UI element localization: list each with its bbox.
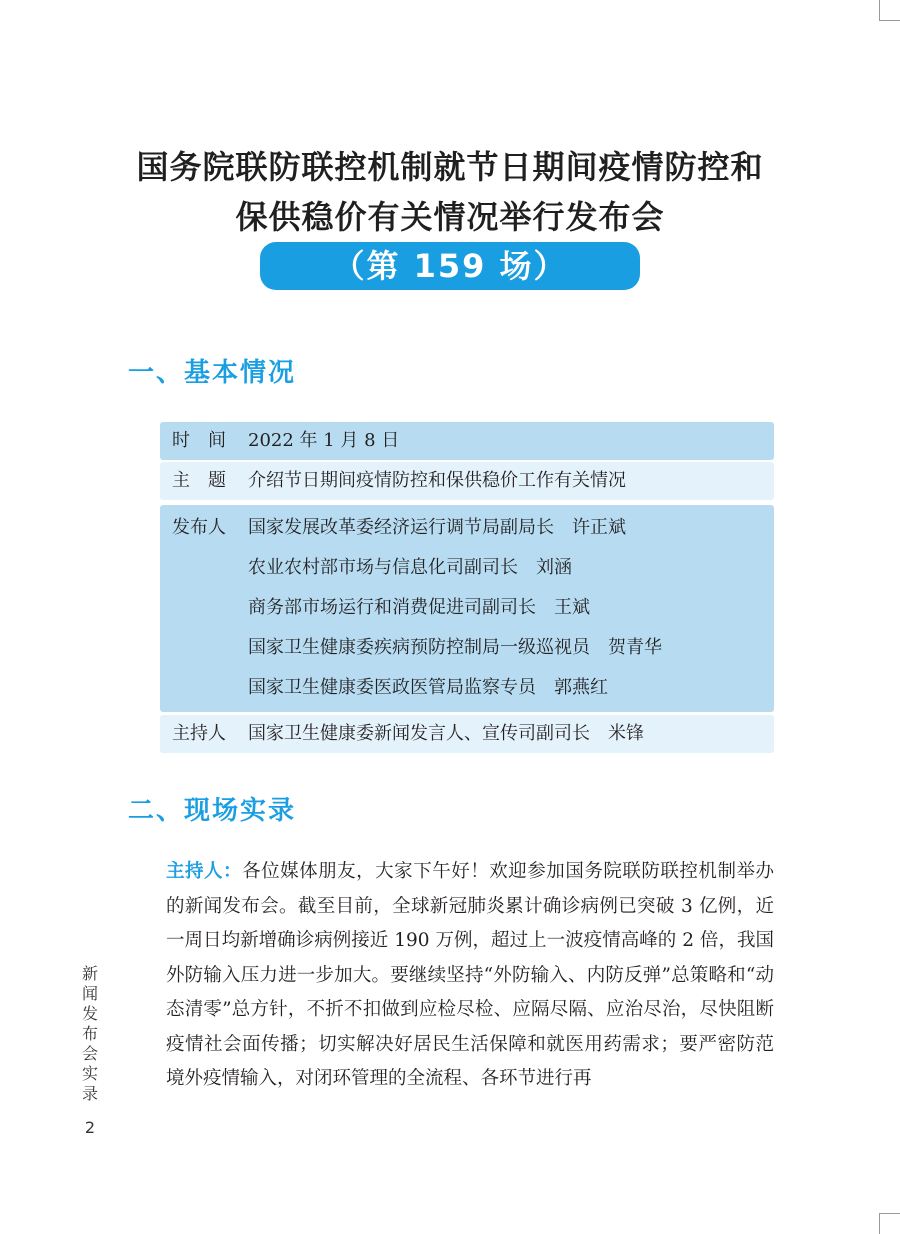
info-label-speakers: 发布人 (172, 517, 226, 538)
running-title-char: 布 (81, 1024, 98, 1043)
running-book-title (80, 964, 100, 1104)
info-label-time: 时 间 (172, 430, 226, 451)
info-label-host: 主持人 (172, 723, 226, 744)
speaker-label: 主持人： (166, 861, 243, 882)
basic-info-table (160, 422, 774, 753)
info-row-time (160, 422, 774, 460)
crop-mark-top-right (879, 0, 900, 21)
running-title-char: 会 (81, 1044, 98, 1063)
session-number-badge: （第 159 场） (260, 242, 640, 290)
info-label-topic: 主 题 (172, 470, 226, 491)
info-value-time: 2022 年 1 月 8 日 (248, 430, 400, 451)
speaker-item: 国家卫生健康委医政医管局监察专员 郭燕红 (248, 677, 608, 698)
info-value-topic: 介绍节日期间疫情防控和保供稳价工作有关情况 (248, 470, 626, 491)
speaker-item: 国家发展改革委经济运行调节局副局长 许正斌 (248, 517, 626, 538)
transcript-paragraph (166, 855, 774, 1097)
info-row-host (160, 715, 774, 753)
info-value-host: 国家卫生健康委新闻发言人、宣传司副司长 米锋 (248, 723, 644, 744)
transcript-text: 各位媒体朋友，大家下午好！欢迎参加国务院联防联控机制举办的新闻发布会。截至目前，全球新冠肺炎累计确诊病例已突破 3 亿例，近一周日均新增确诊病例接近 190 万例，超过上一波疫情高峰的 2 倍，我国外防输入压力进一步加大。要继续坚持“外防输入、内防反弹”总策略和“动态清零”总方针，不折不扣做到应检尽检、应隔尽隔、应治尽治，尽快阻断疫情社会面传播；切实解决好居民生活保障和就医用药需求；要严密防范境外疫情输入，对闭环管理的全流程、各环节进行再 (166, 861, 774, 1089)
speaker-list (248, 508, 774, 708)
speaker-item: 商务部市场运行和消费促进司副司长 王斌 (248, 597, 590, 618)
section-heading-basic: 一、基本情况 (128, 358, 297, 388)
running-title-char: 发 (81, 1004, 98, 1023)
section-heading-record: 二、现场实录 (128, 796, 297, 826)
running-title-char: 新 (81, 964, 98, 983)
page-title-line-2: 保供稳价有关情况举行发布会 (235, 198, 665, 236)
speaker-item: 农业农村部市场与信息化司副司长 刘涵 (248, 557, 572, 578)
info-row-speakers (160, 505, 774, 712)
running-title-char: 闻 (81, 984, 98, 1003)
info-row-topic (160, 462, 774, 500)
crop-mark-bottom-right (879, 1213, 900, 1234)
running-title-char: 实 (81, 1064, 98, 1083)
speaker-item: 国家卫生健康委疾病预防控制局一级巡视员 贺青华 (248, 637, 662, 658)
page-title-line-1: 国务院联防联控机制就节日期间疫情防控和 (136, 148, 764, 186)
running-title-char: 录 (81, 1084, 98, 1103)
page-number: 2 (84, 1118, 96, 1137)
